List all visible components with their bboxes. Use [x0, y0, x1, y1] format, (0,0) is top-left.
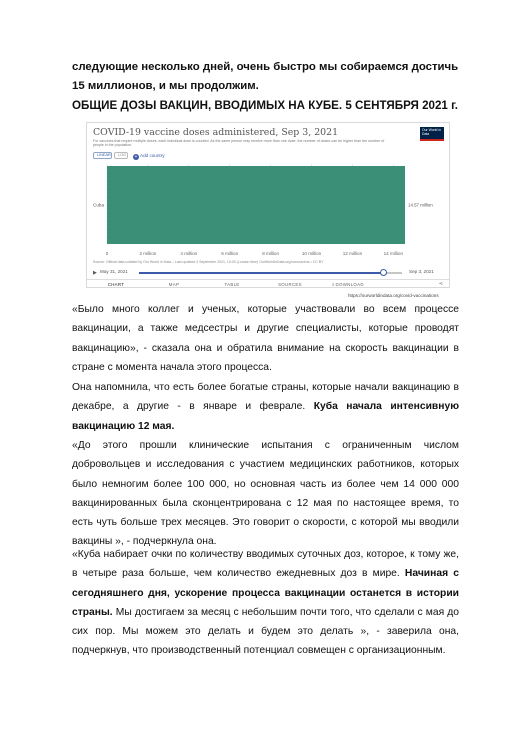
value-label: 14.57 million	[408, 202, 433, 208]
section-heading: ОБЩИЕ ДОЗЫ ВАКЦИН, ВВОДИМЫХ НА КУБЕ. 5 СЕНТЯБРЯ 2021 г.	[72, 99, 458, 112]
chart-tabs	[87, 279, 450, 288]
x-tick-label: 2 million	[139, 251, 157, 256]
owid-chart-embed	[86, 122, 450, 288]
chart-title: COVID-19 vaccine doses administered, Sep 3, 2021	[93, 127, 339, 138]
download-icon: ⭳	[332, 282, 336, 287]
x-tick-label: 14 million	[383, 251, 404, 256]
timeline-slider[interactable]	[139, 272, 402, 274]
tab-table[interactable]: TABLE	[224, 282, 240, 287]
log-scale-toggle[interactable]: LOG	[114, 152, 128, 159]
linear-scale-toggle[interactable]: LINEAR	[93, 152, 112, 159]
owid-logo-text: Our World in Data	[422, 128, 441, 136]
bars	[107, 166, 405, 244]
x-tick-label: 10 million	[301, 251, 322, 256]
chart-source-note: Source: Official data collated by Our World in Data – Last updated 4 September 2021, 10:00 (London time) OurWorldInData.org/coronavirus • CC BY	[93, 260, 324, 264]
timeline-fill	[139, 272, 384, 274]
tab-chart[interactable]: CHART	[87, 280, 145, 288]
x-tick-label: 4 million	[180, 251, 198, 256]
tab-download[interactable]	[319, 280, 377, 288]
intro-text: следующие несколько дней, очень быстро мы собираемся достичь 15 миллионов, и мы продолжим.	[72, 61, 459, 92]
paragraph-2-text: Она напомнила, что есть более богатые страны, которые начали вакцинацию в декабре, а другие - в январе и феврале.	[72, 382, 459, 413]
play-icon[interactable]: ▶	[93, 270, 97, 276]
bar	[107, 166, 405, 244]
x-tick-label: 0	[105, 251, 109, 256]
paragraph-1: «Было много коллег и ученых, которые участвовали во всем процессе вакцинации, а также медсестры и другие специалисты, которые проводят вакцинацию», - сказала она и обратила внимание на скорость вакцинации в стране с момента начала этого процесса.	[72, 304, 459, 373]
x-tick-label: 6 million	[221, 251, 239, 256]
category-label: Cuba	[93, 202, 104, 208]
paragraph-2	[72, 378, 459, 436]
paragraph-4-text-a: «Куба набирает очки по количеству вводимых суточных доз, которое, к тому же, в четыре раза больше, чем количество ежедневных доз в мире.	[72, 549, 459, 580]
tab-download-label: DOWNLOAD	[335, 282, 364, 287]
tab-map[interactable]: MAP	[168, 282, 180, 287]
tab-sources[interactable]: SOURCES	[278, 282, 302, 287]
share-icon[interactable]: ⋖	[438, 281, 443, 287]
chart-subtitle: For vaccines that require multiple doses, each individual dose is counted. As the same person may receive more than one dose, the number of doses can be higher than the number of people in the population.	[93, 139, 385, 148]
x-tick-label: 12 million	[342, 251, 363, 256]
x-tick-label: 8 million	[262, 251, 280, 256]
paragraph-2-bold: Куба начала интенсивную вакцинацию 12 мая.	[72, 401, 459, 432]
paragraph-4	[72, 545, 459, 661]
plus-icon: +	[134, 154, 138, 160]
timeline-end-label: Sep 3, 2021	[409, 269, 434, 274]
paragraph-4-text-b: Мы достигаем за месяц с небольшим почти того, что сделали с мая до сих пор. Мы можем это делать и будем это делать », - заверила она, подчеркнув, что производственный потенциал совмещен с организационным.	[72, 606, 459, 657]
source-url[interactable]: https://ourworldindata.org/covid-vaccinations	[348, 293, 439, 298]
timeline-start-label: May 31, 2021	[100, 269, 128, 274]
add-country-label: Add country	[140, 153, 165, 158]
paragraph-4-bold: Начиная с сегодняшнего дня, ускорение процесса вакцинации останется в истории страны.	[72, 568, 459, 618]
paragraph-3: «До этого прошли клинические испытания с ограниченным числом добровольцев и исследования с участием медицинских работников, которых было немногим более 100 000, но основная часть из более чем 14 000 000 вакцинированных была сконцентрирована с 12 мая по настоящее время, то есть чуть больше трех месяцев. Это говорит о скорости, с которой мы вводили вакцины », - подчеркнула она.	[72, 440, 459, 548]
